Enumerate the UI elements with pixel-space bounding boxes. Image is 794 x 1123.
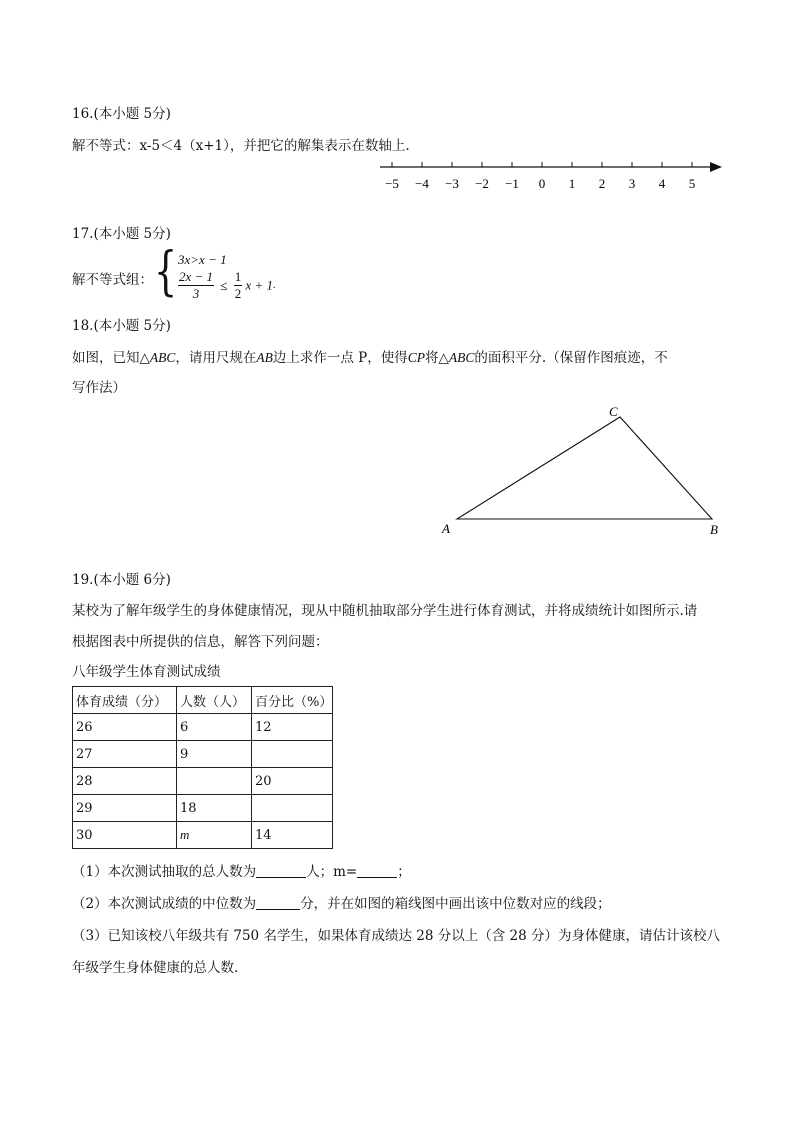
table-cell: 29 (73, 795, 177, 822)
q18-line2: 写作法） (72, 380, 126, 396)
q19-sub1-text-a: （1）本次测试抽取的总人数为 (72, 864, 257, 880)
number-line-label: −5 (385, 176, 399, 191)
vertex-b-label: B (710, 522, 718, 537)
q19-sub2-text-b: 分，并在如图的箱线图中画出该中位数对应的线段； (300, 896, 611, 912)
q19-sub3-line1: （3）已知该校八年级共有 750 名学生，如果体育成绩达 28 分以上（含 28 分）为身体健康，请估计该校八 (72, 928, 720, 944)
q16-header: 16.(本小题 5分) (72, 106, 171, 122)
table-cell (252, 795, 333, 822)
q17-frac-num: 2x − 1 (179, 269, 214, 284)
answer-blank-total[interactable] (256, 863, 306, 878)
table-row (73, 795, 333, 822)
q17-half-num: 1 (234, 269, 242, 284)
q16-prompt (72, 136, 410, 156)
table-cell: 9 (177, 741, 252, 768)
q18-cp: CP (407, 350, 426, 365)
score-table (72, 686, 333, 849)
q19-table-title: 八年级学生体育测试成绩 (72, 664, 221, 680)
table-cell: 18 (177, 795, 252, 822)
number-line-label: −3 (445, 176, 459, 191)
q18-text-d: 将△ (425, 350, 449, 366)
number-line-label: 5 (688, 176, 696, 191)
q19-header: 19.(本小题 6分) (72, 572, 171, 588)
table-cell: 26 (73, 714, 177, 741)
vertex-c-label: C (609, 404, 618, 419)
q17-line1: 3x>x − 1 (178, 252, 227, 267)
q18-text-e: 的面积平分.（保留作图痕迹，不 (474, 350, 668, 366)
number-line-label: 2 (598, 176, 606, 191)
q19-intro-line2: 根据图表中所提供的信息，解答下列问题： (72, 634, 329, 650)
q17-line2 (178, 269, 275, 302)
q18-text-c: 边上求作一点 P，使得 (272, 350, 408, 366)
q17-dot: . (272, 280, 276, 291)
vertex-a-label: A (442, 521, 450, 536)
q17-frac-den: 3 (192, 286, 200, 301)
table-cell (252, 741, 333, 768)
q19-sub1-text-b: 人；m= (306, 864, 358, 880)
number-line-label: 0 (538, 176, 546, 191)
q18-text-a: 如图，已知△ (72, 350, 150, 366)
q19-sub2-text-a: （2）本次测试成绩的中位数为 (72, 896, 257, 912)
table-cell: 27 (73, 741, 177, 768)
table-header-row (73, 687, 333, 714)
table-cell: 6 (177, 714, 252, 741)
q16-prompt-prefix: 解不等式： (72, 138, 140, 154)
number-line-label: −4 (415, 176, 429, 191)
table-row (73, 741, 333, 768)
q18-header: 18.(本小题 5分) (72, 318, 171, 334)
q18-abc2: ABC (448, 350, 475, 365)
table-cell: m (177, 822, 252, 849)
q19-sub2 (72, 894, 611, 914)
number-line-label: 1 (568, 176, 576, 191)
triangle-abc (457, 417, 712, 519)
q19-sub1-text-c: ； (397, 864, 411, 880)
q17-prompt: 解不等式组： (72, 272, 153, 288)
q18-text-b: ，请用尺规在 (175, 350, 257, 366)
table-cell: 20 (252, 768, 333, 795)
q19-sub1 (72, 862, 411, 882)
table-row (73, 768, 333, 795)
q17-brace: { (154, 242, 178, 302)
q17-header: 17.(本小题 5分) (72, 226, 171, 242)
table-header-cell: 百分比（%） (252, 687, 333, 714)
q18-ab: AB (256, 350, 273, 365)
number-line-label: 4 (658, 176, 666, 191)
q17-le: ≤ (220, 277, 228, 293)
number-line-label: −1 (505, 176, 519, 191)
number-line-label: −2 (475, 176, 489, 191)
q18-abc: ABC (149, 350, 176, 365)
table-header-cell: 人数（人） (177, 687, 252, 714)
table-cell: 30 (73, 822, 177, 849)
q18-triangle-figure (430, 400, 730, 545)
q16-inequality: x-5＜4（x+1） (139, 138, 230, 154)
table-row (73, 822, 333, 849)
q17-rest: x + 1 (245, 277, 273, 293)
table-cell: 12 (252, 714, 333, 741)
q16-number-line (370, 155, 730, 195)
table-cell: 14 (252, 822, 333, 849)
answer-blank-m[interactable] (357, 863, 397, 878)
table-header-cell: 体育成绩（分） (73, 687, 177, 714)
answer-blank-median[interactable] (256, 895, 300, 910)
q18-line1 (72, 348, 668, 368)
q19-intro-line1: 某校为了解年级学生的身体健康情况，现从中随机抽取部分学生进行体育测试，并将成绩统计如图所示.请 (72, 603, 698, 619)
table-cell (177, 768, 252, 795)
q16-prompt-suffix: ，并把它的解集表示在数轴上. (229, 138, 410, 154)
table-cell: 28 (73, 768, 177, 795)
q17-half-den: 2 (234, 286, 242, 301)
table-row (73, 714, 333, 741)
number-line-label: 3 (628, 176, 636, 191)
q19-sub3-line2: 年级学生身体健康的总人数. (72, 960, 239, 976)
